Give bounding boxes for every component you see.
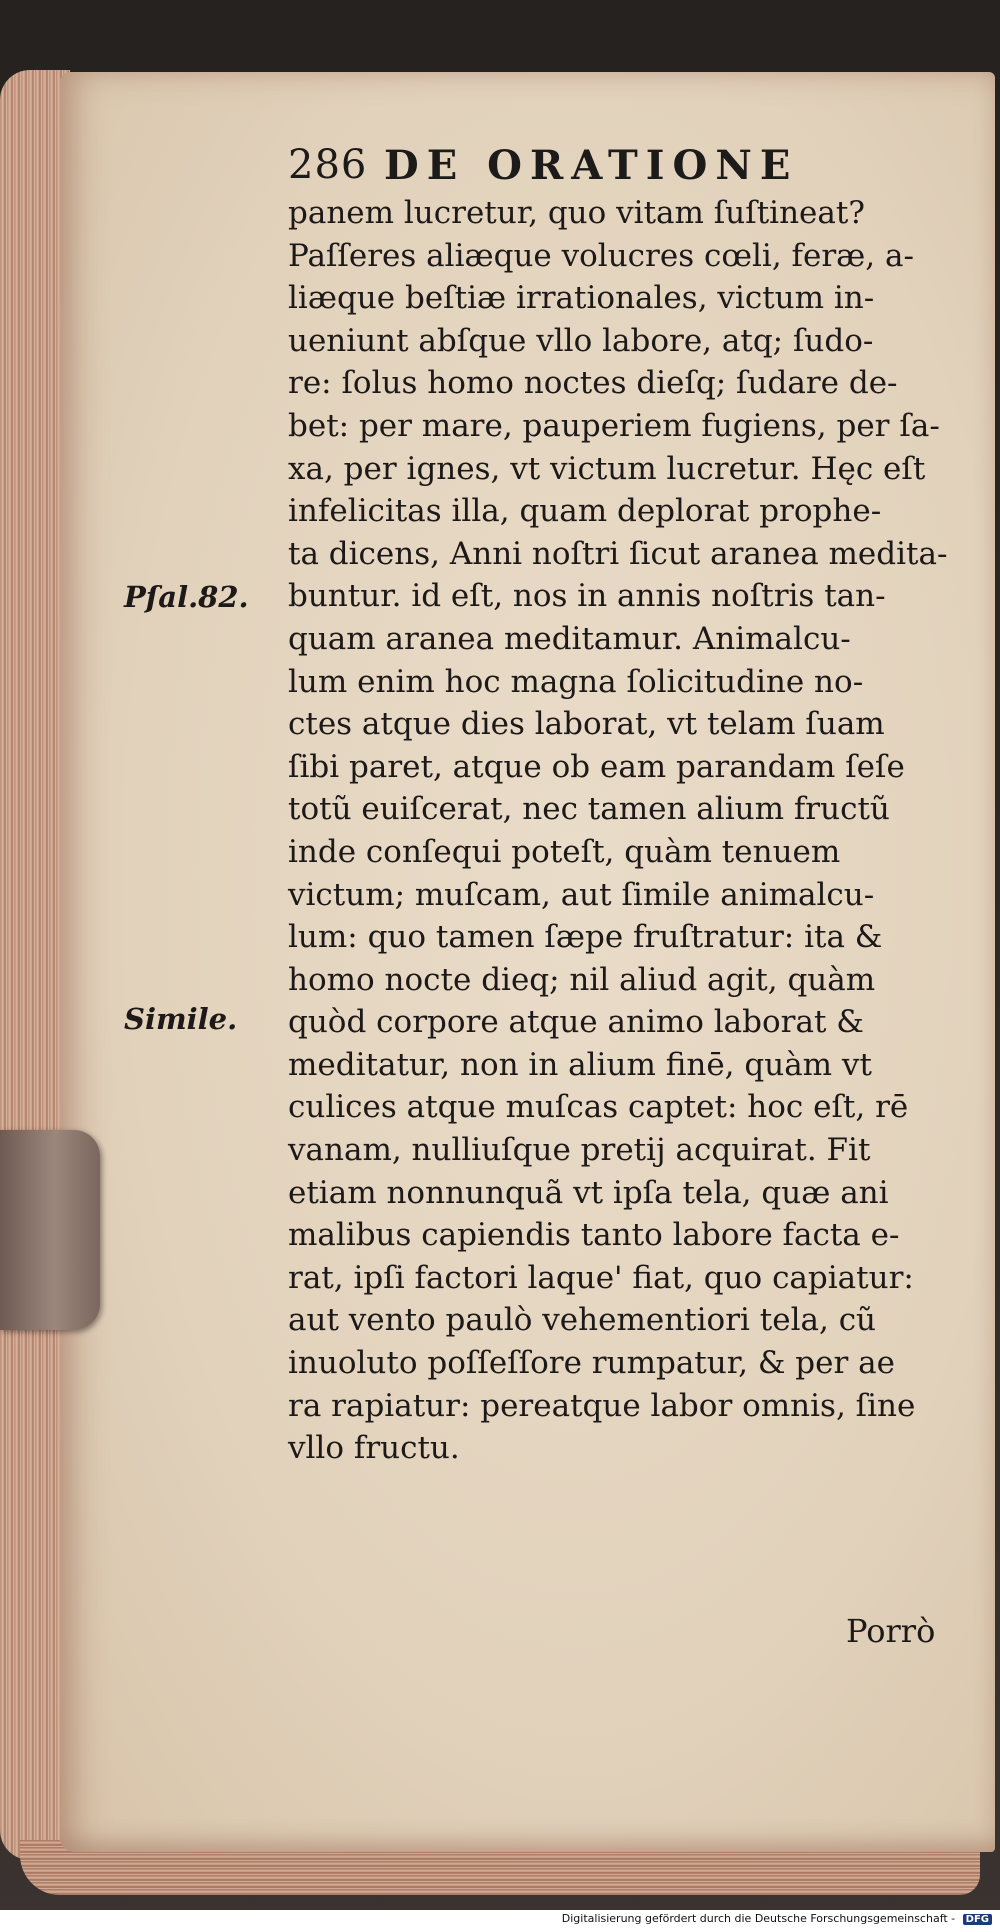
text-line: buntur. id eſt, nos in annis noſtris tan- xyxy=(288,578,886,615)
footer-bar xyxy=(0,1910,1000,1932)
text-line: lum enim hoc magna ſolicitudine no- xyxy=(288,663,864,700)
text-line: culices atque muſcas captet: hoc eſt, rē xyxy=(288,1089,909,1126)
marginal-note-psalm: Pſal.82. xyxy=(124,580,249,614)
text-line: infelicitas illa, quam deplorat prophe- xyxy=(288,493,882,530)
text-line: vanam, nulliuſque pretij acquirat. Fit xyxy=(288,1132,871,1169)
text-line: quòd corpore atque animo laborat & xyxy=(288,1004,864,1041)
text-line: Paſſeres aliæque volucres cœli, feræ, a- xyxy=(288,237,914,274)
running-title: DE ORATIONE xyxy=(384,142,799,189)
body-text xyxy=(288,192,968,1470)
text-line: malibus capiendis tanto labore facta e- xyxy=(288,1217,900,1254)
dfg-logo: DFG xyxy=(963,1914,992,1925)
catchword: Porrò xyxy=(846,1612,936,1650)
marginal-note-simile: Simile. xyxy=(124,1002,238,1036)
text-line: quam aranea meditamur. Animalcu- xyxy=(288,620,851,657)
text-line: lum: quo tamen ſæpe fruſtratur: ita & xyxy=(288,919,883,956)
book-clasp xyxy=(0,1130,100,1330)
text-line: liæque beſtiæ irrationales, victum in- xyxy=(288,280,875,317)
text-line: ta dicens, Anni noſtri ſicut aranea medita- xyxy=(288,535,948,572)
text-line: rat, ipſi factori laque' fiat, quo capiatur: xyxy=(288,1259,914,1296)
text-line: homo nocte dieq; nil aliud agit, quàm xyxy=(288,961,876,998)
text-line: ctes atque dies laborat, vt telam ſuam xyxy=(288,706,885,743)
footer-credit xyxy=(562,1912,992,1925)
text-line: ra rapiatur: pereatque labor omnis, ſine xyxy=(288,1387,916,1424)
text-line: inde conſequi poteſt, quàm tenuem xyxy=(288,833,841,870)
text-line: totũ euiſcerat, nec tamen alium fructũ xyxy=(288,791,890,828)
text-line: bet: per mare, pauperiem fugiens, per ſa- xyxy=(288,407,940,444)
text-line: ueniunt abſque vllo labore, atq; ſudo- xyxy=(288,322,874,359)
text-line: victum; muſcam, aut ſimile animalcu- xyxy=(288,876,875,913)
text-line: meditatur, non in alium finē, quàm vt xyxy=(288,1046,872,1083)
text-line: re: ſolus homo noctes dieſq; ſudare de- xyxy=(288,365,898,402)
text-line: etiam nonnunquã vt ipſa tela, quæ ani xyxy=(288,1174,889,1211)
text-line: xa, per ignes, vt victum lucretur. Hęc eſt xyxy=(288,450,926,487)
text-line: vllo fructu. xyxy=(288,1430,460,1467)
text-line: ſibi paret, atque ob eam parandam ſeſe xyxy=(288,748,905,785)
text-line: panem lucretur, quo vitam ſuſtineat? xyxy=(288,195,865,231)
text-line: inuoluto poſſeſſore rumpatur, & per ae xyxy=(288,1345,895,1382)
page-number: 286 xyxy=(288,142,368,188)
footer-credit-text: Digitalisierung gefördert durch die Deutsche Forschungsgemeinschaft - xyxy=(561,1912,956,1925)
text-line: aut vento paulò vehementiori tela, cũ xyxy=(288,1302,877,1339)
